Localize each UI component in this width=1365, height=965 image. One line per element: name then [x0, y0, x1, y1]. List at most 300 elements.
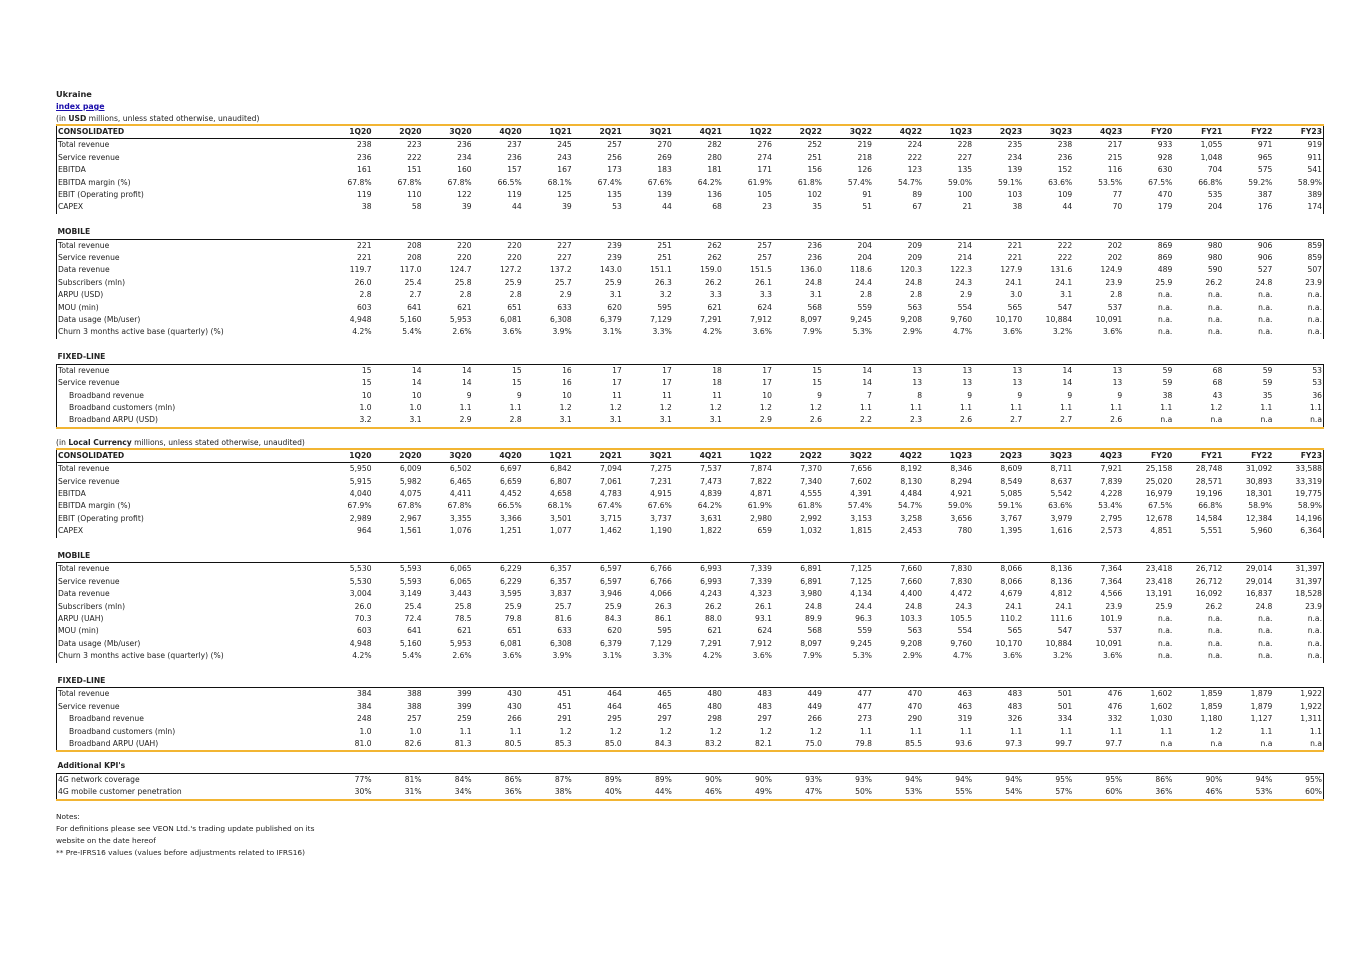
column-header: 2Q21	[573, 125, 623, 139]
cell-value: 3.1	[809, 290, 822, 300]
cell-value: 3.1	[609, 290, 622, 300]
cell-value: 399	[457, 689, 472, 699]
cell-value: 2.8	[473, 414, 523, 427]
cell-value: 214	[957, 253, 973, 263]
cell-value: 26,712	[1195, 576, 1223, 586]
cell-value: 55%	[923, 786, 973, 799]
cell-value: 704	[1207, 165, 1223, 175]
cell-value: 236	[507, 152, 522, 162]
cell-value: 63.6%	[1048, 501, 1073, 511]
table-row	[57, 500, 1324, 512]
cell-value: 470	[1157, 190, 1173, 200]
cell-value: 84%	[454, 774, 472, 784]
blank-cell	[823, 351, 873, 364]
cell-value: 54.7%	[897, 177, 923, 187]
cell-value: 10,884	[1045, 638, 1073, 648]
cell-value: 430	[507, 689, 522, 699]
cell-value: 565	[1007, 302, 1023, 312]
cell-value: 67.4%	[597, 177, 622, 187]
cell-value: 480	[707, 701, 722, 711]
cell-value: 3.9%	[552, 651, 572, 661]
cell-value: 1,859	[1200, 689, 1223, 699]
notes-line: ** Pre-IFRS16 values (values before adjustments related to IFRS16)	[56, 847, 305, 857]
cell-value: 399	[457, 701, 472, 711]
cell-value: 135	[607, 190, 622, 200]
cell-value: 25.9	[604, 601, 622, 611]
cell-value: 384	[357, 701, 372, 711]
row-label: Broadband ARPU (UAH)	[57, 738, 323, 751]
cell-value: 470	[907, 701, 923, 711]
cell-value: 220	[457, 240, 472, 250]
cell-value: 15	[361, 378, 372, 388]
cell-value: 3,004	[349, 589, 372, 599]
cell-value: 13	[962, 365, 973, 375]
blank-cell	[1073, 675, 1123, 688]
cell-value: 75.0	[773, 738, 823, 751]
cell-value: 1,127	[1250, 714, 1273, 724]
cell-value: 5,160	[399, 638, 422, 648]
cell-value: 297	[657, 714, 672, 724]
blank-cell	[1223, 550, 1273, 563]
cell-value: 117.0	[399, 265, 422, 275]
blank-cell	[423, 550, 473, 563]
blank-cell	[873, 351, 923, 364]
cell-value: 388	[407, 689, 422, 699]
cell-value: 5,953	[449, 638, 472, 648]
row-label: ARPU (UAH)	[57, 613, 323, 625]
cell-value: 125	[557, 190, 572, 200]
blank-cell	[473, 760, 523, 773]
cell-value: 476	[1107, 689, 1123, 699]
blank-cell	[923, 675, 973, 688]
cell-value: 38	[1012, 202, 1023, 212]
column-header: 4Q21	[673, 125, 723, 139]
cell-value: 1.1	[509, 726, 522, 736]
cell-value: 10,170	[995, 638, 1023, 648]
cell-value: 563	[907, 302, 923, 312]
cell-value: 554	[957, 302, 973, 312]
cell-value: 9,760	[950, 638, 973, 648]
cell-value: 6,891	[800, 576, 822, 586]
cell-value: 4.2%	[702, 651, 722, 661]
cell-value: 1.2	[609, 726, 622, 736]
cell-value: 24.1	[1055, 277, 1073, 287]
row-label: Churn 3 months active base (quarterly) (%)	[57, 650, 323, 662]
row-label: ARPU (USD)	[57, 289, 323, 301]
cell-value: 84.3	[623, 738, 673, 751]
blank-cell	[773, 760, 823, 773]
cell-value: 25.9	[604, 277, 622, 287]
cell-value: 173	[607, 165, 622, 175]
cell-value: 18,528	[1273, 588, 1323, 600]
cell-value: 23,418	[1145, 564, 1173, 574]
cell-value: n.a	[1123, 414, 1173, 427]
cell-value: 234	[1007, 152, 1023, 162]
blank-cell	[773, 226, 823, 239]
cell-value: 2.7	[973, 414, 1023, 427]
cell-value: 3.0	[1010, 290, 1023, 300]
cell-value: 7,094	[600, 464, 622, 474]
cell-value: 204	[857, 240, 873, 250]
cell-value: 6,807	[549, 476, 572, 486]
blank-cell	[1123, 351, 1173, 364]
cell-value: 204	[1207, 202, 1223, 212]
cell-value: 1.1	[909, 726, 923, 736]
blank-cell	[573, 550, 623, 563]
cell-value: 6,308	[549, 638, 572, 648]
blank-cell	[523, 351, 573, 364]
blank-cell	[873, 675, 923, 688]
spacer-row	[57, 538, 1324, 550]
cell-value: 11	[662, 390, 672, 400]
table-row	[57, 701, 1324, 713]
cell-value: n.a	[1273, 738, 1323, 751]
cell-value: 38	[1162, 390, 1173, 400]
cell-value: 66.8%	[1198, 177, 1223, 187]
cell-value: n.a.	[1158, 651, 1173, 661]
cell-value: 25.8	[454, 601, 472, 611]
cell-value: 11	[712, 390, 722, 400]
cell-value: 68	[712, 202, 722, 212]
cell-value: 88.0	[704, 613, 722, 623]
cell-value: 8	[917, 390, 923, 400]
cell-value: 1.1	[909, 402, 923, 412]
cell-value: 3.6%	[502, 651, 522, 661]
cell-value: 1.1	[960, 402, 973, 412]
cell-value: 59.2%	[1248, 177, 1273, 187]
cell-value: 620	[607, 302, 622, 312]
cell-value: 965	[1257, 152, 1273, 162]
cell-value: 1.2	[809, 726, 822, 736]
column-header: 2Q20	[373, 449, 423, 463]
notes-line: For definitions please see VEON Ltd.'s trading update published on its	[56, 823, 315, 833]
cell-value: 236	[357, 152, 372, 162]
table-row	[57, 625, 1324, 637]
cell-value: 3,837	[549, 589, 572, 599]
blank-cell	[1023, 351, 1073, 364]
table-row	[57, 201, 1324, 213]
cell-value: n.a.	[1258, 327, 1273, 337]
blank-cell	[723, 760, 773, 773]
blank-cell	[873, 550, 923, 563]
cell-value: n.a.	[1258, 638, 1273, 648]
cell-value: 24.8	[805, 277, 822, 287]
cell-value: 10	[361, 390, 372, 400]
column-header: 2Q22	[773, 125, 823, 139]
cell-value: 1.2	[709, 726, 722, 736]
index-page-link[interactable]: index page	[56, 102, 105, 111]
cell-value: 7,364	[1100, 564, 1123, 574]
cell-value: 94%	[955, 774, 973, 784]
cell-value: 16,837	[1245, 589, 1273, 599]
column-header: 1Q20	[323, 125, 373, 139]
cell-value: 9	[1117, 390, 1123, 400]
cell-value: 1,462	[600, 526, 622, 536]
cell-value: 641	[407, 626, 422, 636]
cell-value: 7,061	[600, 476, 622, 486]
cell-value: 7,291	[700, 315, 722, 325]
cell-value: 15	[812, 378, 822, 388]
cell-value: 575	[1257, 165, 1273, 175]
cell-value: 3.6%	[502, 327, 522, 337]
row-label: Total revenue	[57, 563, 323, 576]
cell-value: 43	[1212, 390, 1223, 400]
cell-value: 7,231	[650, 476, 672, 486]
cell-value: 295	[607, 714, 622, 724]
cell-value: 3.1	[573, 414, 623, 427]
blank-cell	[673, 760, 723, 773]
cell-value: n.a.	[1208, 290, 1223, 300]
cell-value: 7,129	[650, 638, 672, 648]
cell-value: 334	[1057, 714, 1073, 724]
cell-value: 906	[1257, 253, 1273, 263]
cell-value: 243	[557, 152, 572, 162]
cell-value: 3,715	[600, 513, 622, 523]
row-label: EBITDA margin (%)	[57, 500, 323, 512]
cell-value: 220	[507, 253, 522, 263]
cell-value: 29,014	[1245, 564, 1273, 574]
column-header: 3Q23	[1023, 125, 1073, 139]
blank-cell	[423, 675, 473, 688]
blank-cell	[423, 760, 473, 773]
cell-value: 1.1	[1010, 726, 1023, 736]
cell-value: 105	[757, 190, 772, 200]
blank-cell	[323, 550, 373, 563]
cell-value: 651	[507, 626, 522, 636]
cell-value: 35	[1262, 390, 1273, 400]
cell-value: 14	[1062, 365, 1073, 375]
column-header: 4Q21	[673, 449, 723, 463]
cell-value: 9,208	[900, 638, 923, 648]
cell-value: 72.4	[404, 613, 422, 623]
cell-value: 24.8	[1255, 601, 1273, 611]
cell-value: 36%	[1123, 786, 1173, 799]
section-header-row	[57, 226, 1324, 239]
cell-value: 13,191	[1145, 589, 1173, 599]
cell-value: 4,243	[700, 589, 722, 599]
spacer-cell	[57, 663, 1324, 675]
cell-value: 3,149	[399, 589, 422, 599]
cell-value: 7,291	[700, 638, 722, 648]
blank-cell	[973, 760, 1023, 773]
cell-value: 928	[1157, 152, 1173, 162]
cell-value: 6,364	[1273, 525, 1323, 537]
cell-value: 4,134	[850, 589, 873, 599]
kpi-table	[56, 760, 1324, 800]
blank-cell	[1173, 675, 1223, 688]
blank-cell	[1023, 550, 1073, 563]
cell-value: 290	[907, 714, 923, 724]
cell-value: 127.9	[1000, 265, 1023, 275]
cell-value: 96.3	[855, 613, 873, 623]
cell-value: 10	[762, 390, 772, 400]
table-row	[57, 239, 1324, 252]
cell-value: 266	[507, 714, 522, 724]
cell-value: 151	[407, 165, 422, 175]
notes-line: website on the date hereof	[56, 835, 156, 845]
cell-value: 15	[512, 378, 522, 388]
cell-value: 3.1%	[602, 327, 622, 337]
cell-value: 269	[657, 152, 672, 162]
cell-value: 81.3	[423, 738, 473, 751]
cell-value: 4,555	[800, 488, 822, 498]
cell-value: 6,659	[499, 476, 522, 486]
cell-value: 5,085	[1000, 488, 1023, 498]
cell-value: 215	[1107, 152, 1123, 162]
blank-cell	[523, 675, 573, 688]
cell-value: 13	[1012, 378, 1023, 388]
cell-value: 595	[657, 626, 672, 636]
blank-cell	[1223, 760, 1273, 773]
cell-value: 93.6	[923, 738, 973, 751]
cell-value: 5,551	[1200, 526, 1223, 536]
cell-value: 81.0	[323, 738, 373, 751]
header-row	[57, 449, 1324, 463]
table-row	[57, 152, 1324, 164]
cell-value: 7,537	[700, 464, 722, 474]
cell-value: 8,346	[950, 464, 973, 474]
cell-value: 1,616	[1050, 526, 1073, 536]
cell-value: 67.5%	[1148, 177, 1173, 187]
blank-cell	[923, 550, 973, 563]
cell-value: 218	[857, 152, 873, 162]
blank-cell	[773, 351, 823, 364]
cell-value: 66.5%	[497, 177, 522, 187]
cell-value: 122.3	[950, 265, 973, 275]
cell-value: 6,597	[600, 576, 622, 586]
blank-cell	[323, 675, 373, 688]
cell-value: 1,311	[1273, 713, 1323, 725]
cell-value: 25.7	[554, 601, 572, 611]
section-header-row	[57, 351, 1324, 364]
cell-value: 53%	[873, 786, 923, 799]
cell-value: 7,275	[650, 464, 672, 474]
cell-value: n.a	[1173, 414, 1223, 427]
cell-value: 1,822	[700, 526, 722, 536]
cell-value: 6,065	[449, 576, 472, 586]
cell-value: 59.0%	[947, 501, 973, 511]
cell-value: 980	[1207, 253, 1223, 263]
cell-value: 24.1	[1005, 277, 1023, 287]
cell-value: 68.1%	[547, 501, 572, 511]
cell-value: 1,180	[1200, 714, 1223, 724]
blank-cell	[473, 226, 523, 239]
cell-value: 77	[1112, 190, 1123, 200]
cell-value: 24.8	[905, 601, 923, 611]
cell-value: 33,588	[1273, 463, 1323, 476]
cell-value: 451	[557, 689, 572, 699]
cell-value: 103	[1007, 190, 1023, 200]
cell-value: 26.0	[354, 601, 372, 611]
cell-value: 51	[862, 202, 873, 212]
cell-value: 59.0%	[947, 177, 973, 187]
cell-value: 5,530	[349, 576, 372, 586]
cell-value: 537	[1107, 626, 1123, 636]
cell-value: 14	[461, 378, 472, 388]
cell-value: 236	[1057, 152, 1073, 162]
section-title: FIXED-LINE	[57, 351, 323, 364]
cell-value: 6,229	[499, 564, 522, 574]
cell-value: 980	[1207, 240, 1223, 250]
cell-value: 39	[461, 202, 472, 212]
cell-value: 13	[962, 378, 973, 388]
cell-value: 222	[407, 152, 422, 162]
blank-cell	[823, 675, 873, 688]
cell-value: 54%	[973, 786, 1023, 799]
cell-value: 3.2%	[1052, 651, 1073, 661]
cell-value: 470	[907, 689, 923, 699]
cell-value: 222	[1057, 253, 1073, 263]
cell-value: 143.0	[600, 265, 622, 275]
cell-value: 4,921	[950, 488, 973, 498]
cell-value: 86%	[504, 774, 522, 784]
cell-value: 256	[607, 152, 622, 162]
cell-value: 3.1	[523, 414, 573, 427]
cell-value: 236	[807, 240, 822, 250]
cell-value: 6,697	[499, 464, 522, 474]
column-header: 3Q21	[623, 125, 673, 139]
cell-value: 7,473	[700, 476, 722, 486]
cell-value: 780	[957, 526, 973, 536]
cell-value: 919	[1273, 139, 1323, 152]
cell-value: 4,400	[900, 589, 923, 599]
cell-value: 4,066	[650, 589, 672, 599]
cell-value: 35	[812, 202, 822, 212]
cell-value: 23,418	[1145, 576, 1173, 586]
row-label: EBIT (Operating profit)	[57, 189, 323, 201]
table-row	[57, 177, 1324, 189]
cell-value: 60%	[1273, 786, 1323, 799]
cell-value: 227	[957, 152, 973, 162]
cell-value: 219	[857, 140, 873, 150]
column-header: 3Q20	[423, 449, 473, 463]
cell-value: 7,874	[750, 464, 772, 474]
cell-value: 1,076	[449, 526, 472, 536]
cell-value: 1.2	[559, 402, 572, 412]
table-row	[57, 488, 1324, 500]
cell-value: 6,379	[600, 315, 622, 325]
cell-value: 16,092	[1195, 589, 1223, 599]
cell-value: 7,921	[1100, 464, 1123, 474]
cell-value: 2.9%	[902, 651, 923, 661]
column-header: 3Q22	[823, 125, 873, 139]
cell-value: 6,379	[600, 638, 622, 648]
cell-value: 36	[1273, 390, 1323, 402]
cell-value: 651	[507, 302, 522, 312]
cell-value: 40%	[573, 786, 623, 799]
cell-value: 17	[662, 378, 672, 388]
cell-value: 67.8%	[447, 501, 472, 511]
section-header-row	[57, 550, 1324, 563]
blank-cell	[873, 226, 923, 239]
cell-value: 449	[807, 701, 822, 711]
cell-value: 23.9	[1273, 277, 1323, 289]
cell-value: 67.8%	[397, 501, 422, 511]
column-header: 4Q20	[473, 125, 523, 139]
cell-value: 4,948	[349, 638, 372, 648]
cell-value: 25.9	[504, 601, 522, 611]
cell-value: 262	[707, 240, 722, 250]
cell-value: 59.1%	[998, 177, 1023, 187]
row-label: CAPEX	[57, 525, 323, 537]
cell-value: 1.1	[1160, 726, 1173, 736]
cell-value: 547	[1057, 626, 1073, 636]
cell-value: 13	[1112, 365, 1123, 375]
table-row	[57, 326, 1324, 338]
cell-value: 26.1	[755, 601, 772, 611]
blank-cell	[373, 675, 423, 688]
cell-value: 9	[1067, 390, 1073, 400]
